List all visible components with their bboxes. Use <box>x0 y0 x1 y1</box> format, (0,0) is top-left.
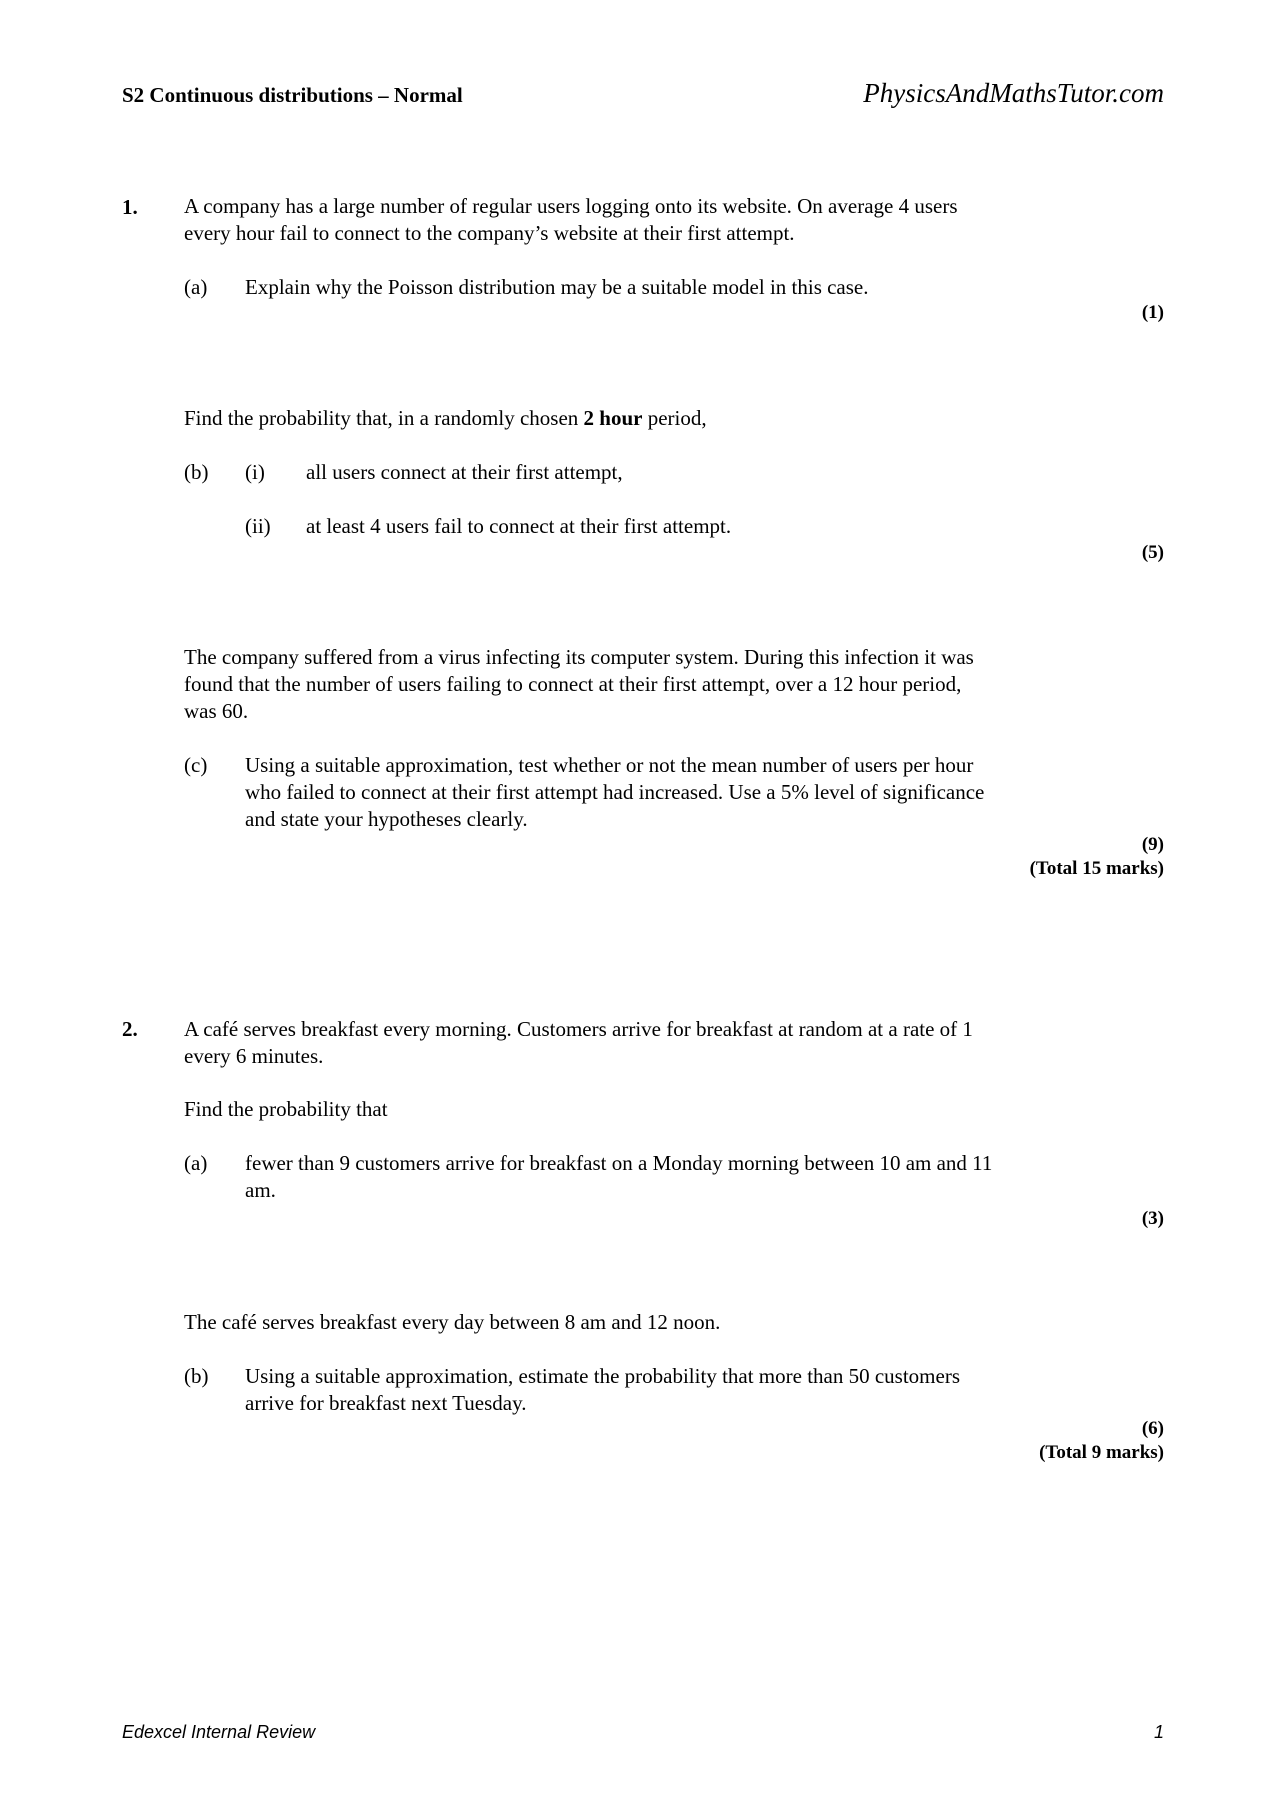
question-2-number: 2. <box>122 1017 138 1041</box>
page-number: 1 <box>1153 1722 1164 1742</box>
footer-source: Edexcel Internal Review <box>122 1722 316 1742</box>
subpart-label: (ii) <box>245 514 271 538</box>
find-bold-text: 2 hour <box>583 406 643 430</box>
find-text-end: period, <box>642 406 707 430</box>
intro-line: every hour fail to connect to the company’s website at their first attempt. <box>184 221 795 245</box>
question-2-find: Find the probability that <box>184 1097 388 1121</box>
c-line: who failed to connect at their first attempt had increased. Use a 5% level of significance <box>245 780 985 804</box>
part-label: (c) <box>184 753 208 777</box>
question-1bi-text: all users connect at their first attempt, <box>306 460 623 484</box>
c-line: and state your hypotheses clearly. <box>245 807 528 831</box>
find-text: Find the probability that, in a randomly chosen <box>184 406 584 430</box>
question-1-find <box>184 406 707 431</box>
question-1-number: 1. <box>122 195 138 219</box>
intro-line: A company has a large number of regular users logging onto its website. On average 4 users <box>184 194 958 218</box>
question-2-intro <box>184 1016 973 1070</box>
part-label: (a) <box>184 1151 208 1175</box>
virus-line: found that the number of users failing to connect at their first attempt, over a 12 hour period, <box>184 672 962 696</box>
question-1a-text: Explain why the Poisson distribution may be a suitable model in this case. <box>245 275 869 299</box>
b-line: Using a suitable approximation, estimate the probability that more than 50 customers <box>245 1364 961 1388</box>
a-line: am. <box>245 1178 276 1202</box>
total-marks: (Total 15 marks) <box>1029 858 1164 879</box>
question-2-serves: The café serves breakfast every day between 8 am and 12 noon. <box>184 1310 721 1334</box>
question-1-virus-text <box>184 644 974 725</box>
question-1-intro <box>184 193 958 247</box>
marks: (3) <box>1141 1208 1164 1229</box>
intro-line: A café serves breakfast every morning. Customers arrive for breakfast at random at a rate of 1 <box>184 1017 973 1041</box>
marks: (6) <box>1141 1418 1164 1439</box>
page-title: S2 Continuous distributions – Normal <box>122 83 463 107</box>
subpart-label: (i) <box>245 460 265 484</box>
question-2a-text <box>245 1150 992 1204</box>
part-label: (a) <box>184 275 208 299</box>
part-label: (b) <box>184 1364 209 1388</box>
marks: (9) <box>1141 834 1164 855</box>
b-line: arrive for breakfast next Tuesday. <box>245 1391 527 1415</box>
part-label: (b) <box>184 460 209 484</box>
marks: (1) <box>1141 302 1164 323</box>
c-line: Using a suitable approximation, test whether or not the mean number of users per hour <box>245 753 974 777</box>
question-2b-text <box>245 1363 960 1417</box>
site-brand: PhysicsAndMathsTutor.com <box>863 78 1164 108</box>
virus-line: The company suffered from a virus infecting its computer system. During this infection it was <box>184 645 974 669</box>
question-1bii-text: at least 4 users fail to connect at their first attempt. <box>306 514 732 538</box>
a-line: fewer than 9 customers arrive for breakfast on a Monday morning between 10 am and 11 <box>245 1151 993 1175</box>
intro-line: every 6 minutes. <box>184 1044 324 1068</box>
question-1c-text <box>245 752 984 833</box>
total-marks: (Total 9 marks) <box>1039 1442 1164 1463</box>
marks: (5) <box>1141 542 1164 563</box>
virus-line: was 60. <box>184 699 249 723</box>
